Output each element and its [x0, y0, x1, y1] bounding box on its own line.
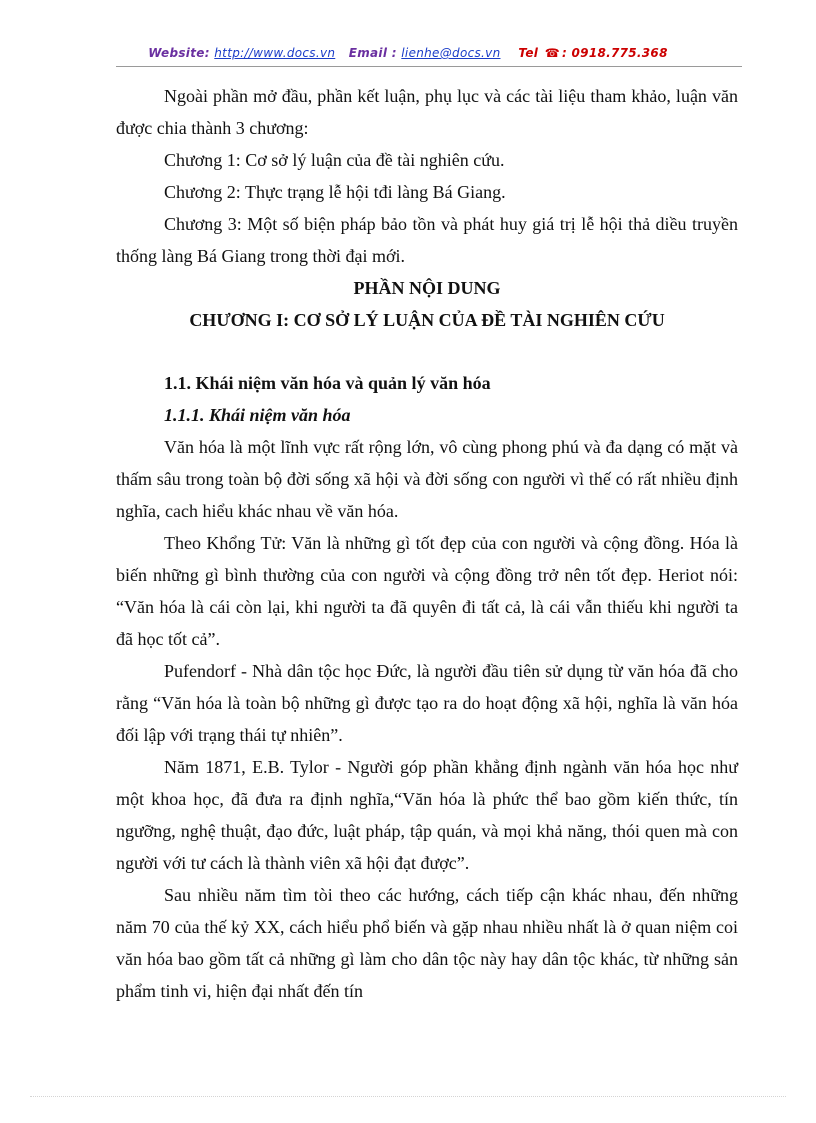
chapter-list-item: Chương 2: Thực trạng lễ hội tđi làng Bá Giang.: [164, 182, 506, 202]
body-paragraph: Theo Khổng Tử: Văn là những gì tốt đẹp của con người và cộng đồng. Hóa là biến những gì bình thường của con người và cộng đồng trở nên tốt đẹp. Heriot nói: “Văn hóa là cái còn lại, khi người ta đã quyên đi tất cả, là cái vẫn thiếu khi người ta đã học tốt cả”.: [116, 533, 738, 649]
document-body: [116, 80, 738, 1007]
section-heading: 1.1. Khái niệm văn hóa và quản lý văn hóa: [164, 373, 491, 393]
body-paragraph: Năm 1871, E.B. Tylor - Người góp phần khẳng định ngành văn hóa học như một khoa học, đã đưa ra định nghĩa,“Văn hóa là phức thể bao gồm kiến thức, tín ngưỡng, nghệ thuật, đạo đức, luật pháp, tập quán, và mọi khả năng, thói quen mà con người với tư cách là thành viên xã hội đạt được”.: [116, 757, 738, 873]
chapter-list-item: Chương 1: Cơ sở lý luận của đề tài nghiên cứu.: [164, 150, 505, 170]
header-divider: [116, 66, 742, 67]
footer-divider: [30, 1096, 786, 1097]
subsection-heading: 1.1.1. Khái niệm văn hóa: [164, 405, 351, 425]
phone-number: : 0918.775.368: [561, 46, 668, 60]
body-paragraph: Văn hóa là một lĩnh vực rất rộng lớn, vô cùng phong phú và đa dạng có mặt và thấm sâu trong toàn bộ đời sống xã hội và đời sống con người vì thế có rất nhiều định nghĩa, cach hiểu khác nhau về văn hóa.: [116, 437, 738, 521]
chapter-list-item: Chương 3: Một số biện pháp bảo tồn và phát huy giá trị lễ hội thả diều truyền thống làng Bá Giang trong thời đại mới.: [116, 214, 738, 266]
email-link[interactable]: lienhe@docs.vn: [401, 46, 501, 60]
website-link[interactable]: http://www.docs.vn: [214, 46, 336, 60]
body-paragraph: Pufendorf - Nhà dân tộc học Đức, là người đầu tiên sử dụng từ văn hóa đã cho rằng “Văn hóa là toàn bộ những gì được tạo ra do hoạt động xã hội, nghĩa là văn hóa đối lập với trạng thái tự nhiên”.: [116, 661, 738, 745]
website-label: Website:: [148, 46, 210, 60]
chapter-title: CHƯƠNG I: CƠ SỞ LÝ LUẬN CỦA ĐỀ TÀI NGHIÊN CỨU: [189, 310, 665, 330]
body-paragraph: Sau nhiều năm tìm tòi theo các hướng, cách tiếp cận khác nhau, đến những năm 70 của thế kỷ XX, cách hiểu phổ biến và gặp nhau nhiều nhất là ở quan niệm coi văn hóa bao gồm tất cả những gì làm cho dân tộc này hay dân tộc khác, từ những sản phẩm tinh vi, hiện đại nhất đến tín: [116, 885, 738, 1001]
page-header: [0, 46, 816, 60]
tel-label: Tel: [518, 46, 539, 60]
email-label: Email :: [348, 46, 397, 60]
part-title: PHẦN NỘI DUNG: [353, 278, 501, 298]
body-paragraph: Ngoài phần mở đầu, phần kết luận, phụ lục và các tài liệu tham khảo, luận văn được chia thành 3 chương:: [116, 86, 738, 138]
spacer: [116, 336, 738, 367]
phone-icon: ☎: [544, 46, 560, 60]
